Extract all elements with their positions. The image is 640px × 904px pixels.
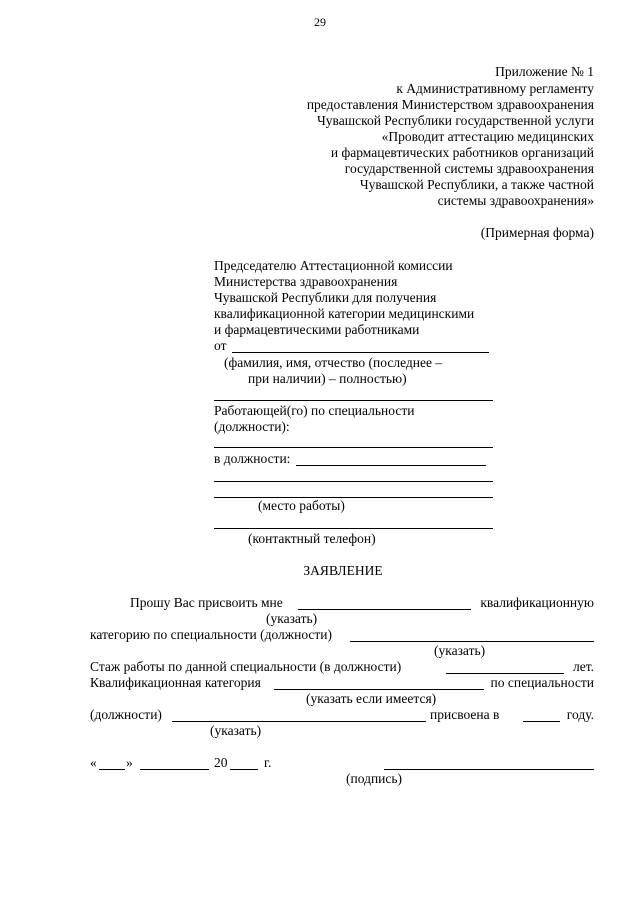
category-field[interactable] (298, 609, 471, 610)
experience-field[interactable] (446, 673, 564, 674)
workplace-field-1[interactable] (214, 481, 493, 482)
appendix-line-8: Чувашской Республики, а также частной (359, 177, 594, 192)
addressee-line-5: и фармацевтическими работниками (214, 322, 420, 337)
appendix-line-1: Приложение № 1 (495, 64, 594, 79)
date-day-field[interactable] (99, 769, 125, 770)
current-category-field[interactable] (274, 689, 484, 690)
name-hint-2: при наличии) – полностью) (248, 371, 407, 386)
appendix-line-5: «Проводит аттестацию медицинских (381, 129, 594, 144)
from-name-field[interactable] (232, 352, 489, 353)
specialty-label-1: Работающей(го) по специальности (214, 403, 415, 418)
assigned-year-field[interactable] (523, 721, 560, 722)
name-hint-1: (фамилия, имя, отчество (последнее – (224, 355, 443, 370)
appendix-line-9: системы здравоохранения» (437, 193, 594, 208)
page-number: 29 (314, 15, 326, 29)
date-quote-close: » (126, 755, 133, 770)
specialty-label-2: (должности): (214, 419, 290, 434)
position-text: (должности) (90, 707, 162, 722)
workplace-field-2[interactable] (214, 497, 493, 498)
from-label: от (214, 338, 227, 353)
current-category-hint: (указать если имеется) (306, 691, 437, 706)
category-hint: (указать) (266, 611, 318, 626)
date-month-field[interactable] (140, 769, 209, 770)
phone-field[interactable] (214, 528, 493, 529)
form-note: (Примерная форма) (480, 225, 594, 240)
request-text: Прошу Вас присвоить мне (130, 595, 283, 610)
addressee-line-1: Председателю Аттестационной комиссии (214, 258, 453, 273)
addressee-line-3: Чувашской Республики для получения (214, 290, 437, 305)
specialty-hint: (указать) (434, 643, 486, 658)
position-field[interactable] (296, 465, 486, 466)
signature-field[interactable] (384, 769, 594, 770)
addressee-line-2: Министерства здравоохранения (214, 274, 398, 289)
experience-text: Стаж работы по данной специальности (в должности) (90, 659, 402, 674)
phone-hint: (контактный телефон) (248, 531, 376, 546)
request-text-end: квалификационную (480, 595, 594, 610)
current-category-text: Квалификационная категория (90, 675, 261, 690)
date-year-field[interactable] (230, 769, 258, 770)
appendix-line-2: к Административному регламенту (396, 81, 594, 96)
position-hint: (указать) (210, 723, 262, 738)
appendix-line-7: государственной системы здравоохранения (344, 161, 594, 176)
addressee-line-4: квалификационной категории медицинскими (214, 306, 475, 321)
appendix-line-3: предоставления Министерством здравоохранения (306, 97, 594, 112)
assigned-text: присвоена в (430, 707, 500, 722)
assigned-year-unit: году. (566, 707, 594, 722)
position-label: в должности: (214, 451, 291, 466)
statement-position-field[interactable] (172, 721, 426, 722)
name-continuation-field[interactable] (214, 400, 493, 401)
statement-title: ЗАЯВЛЕНИЕ (303, 563, 383, 578)
specialty-text: категорию по специальности (должности) (90, 627, 333, 642)
experience-unit: лет. (573, 659, 594, 674)
date-year-suffix: г. (264, 755, 272, 770)
appendix-line-4: Чувашской Республики государственной услуги (316, 113, 594, 128)
current-category-end: по специальности (490, 675, 594, 690)
date-year-prefix: 20 (214, 755, 228, 770)
specialty-field[interactable] (214, 447, 493, 448)
statement-specialty-field[interactable] (350, 641, 594, 642)
date-quote-open: « (90, 755, 97, 770)
signature-hint: (подпись) (346, 771, 403, 786)
workplace-hint: (место работы) (258, 498, 345, 513)
appendix-line-6: и фармацевтических работников организаций (330, 145, 594, 160)
